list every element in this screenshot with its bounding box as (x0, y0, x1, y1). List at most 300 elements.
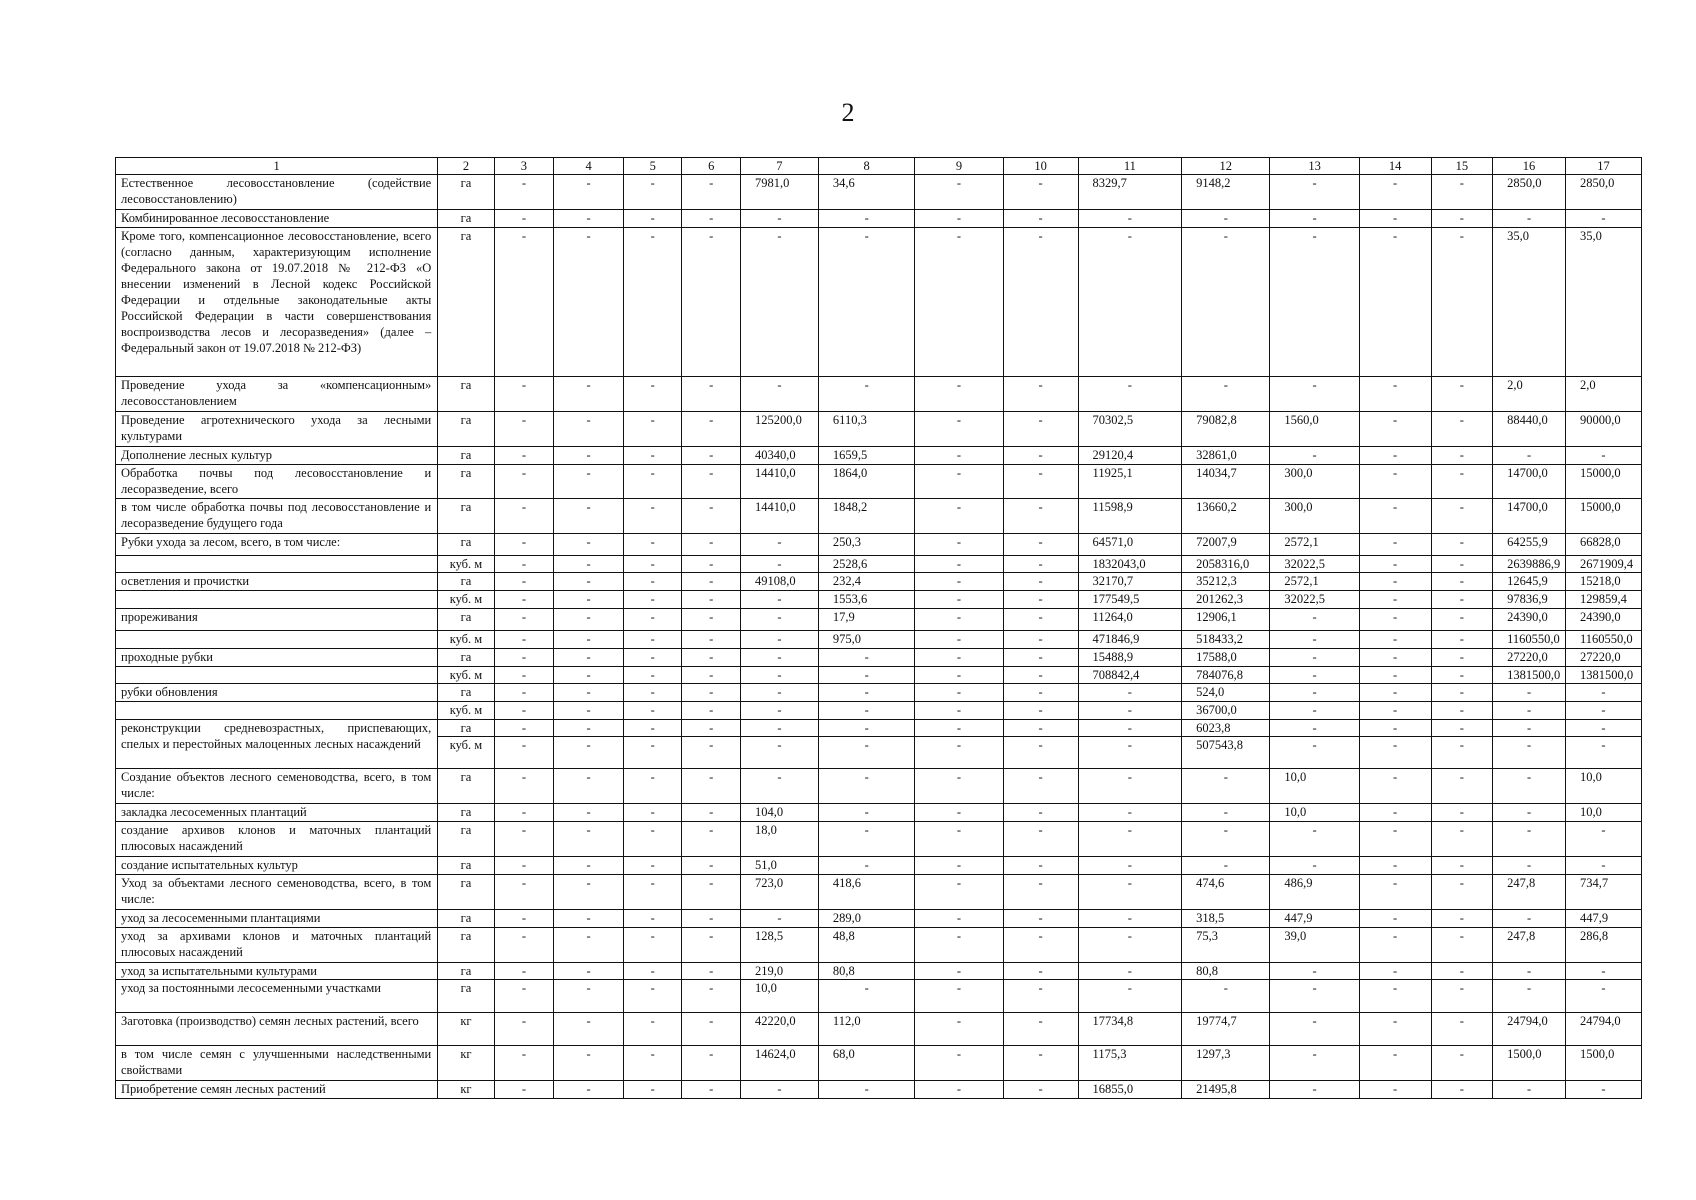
value-cell: 2671909,4 (1565, 555, 1641, 573)
value-cell: - (1493, 769, 1566, 804)
value-cell: 79082,8 (1182, 411, 1270, 446)
value-cell: - (915, 874, 1003, 909)
row-label: в том числе обработка почвы под лесовосстановление и лесоразведение будущего года (116, 499, 438, 534)
column-number-15: 15 (1431, 158, 1493, 175)
value-cell: 2572,1 (1270, 573, 1359, 591)
value-cell: - (818, 227, 914, 376)
value-cell: 14410,0 (740, 499, 818, 534)
value-cell: 68,0 (818, 1046, 914, 1081)
unit-value-2: куб. м (449, 738, 483, 753)
value-cell: - (1493, 821, 1566, 856)
column-number-9: 9 (915, 158, 1003, 175)
value-cell (1493, 720, 1566, 769)
value-cell: - (682, 464, 740, 499)
value-cell: - (818, 821, 914, 856)
table-row (116, 591, 1642, 609)
value-cell: - (1270, 1080, 1359, 1098)
row-label: Приобретение семян лесных растений (116, 1080, 438, 1098)
value-cell: 1832043,0 (1078, 555, 1182, 573)
value-cell: 300,0 (1270, 499, 1359, 534)
table-row (116, 909, 1642, 927)
value-cell: - (682, 209, 740, 227)
value-cell: - (915, 962, 1003, 980)
table-row (116, 209, 1642, 227)
value-cell: - (682, 499, 740, 534)
value-cell: - (1431, 1013, 1493, 1046)
value-cell: - (623, 573, 681, 591)
value-cell: - (623, 803, 681, 821)
value-cell: - (1359, 227, 1431, 376)
value-cell: - (1431, 874, 1493, 909)
value-cell: - (1182, 769, 1270, 804)
value-cell: 286,8 (1565, 927, 1641, 962)
value-cell: 471846,9 (1078, 630, 1182, 648)
value-top: - (1004, 720, 1078, 737)
value-cell: - (623, 534, 681, 555)
value-cell: 72007,9 (1182, 534, 1270, 555)
value-cell: - (682, 446, 740, 464)
column-number-11: 11 (1078, 158, 1182, 175)
value-cell: - (554, 555, 624, 573)
value-cell: - (818, 684, 914, 702)
value-cell: - (554, 174, 624, 209)
value-cell: - (494, 648, 554, 666)
value-cell: - (1359, 702, 1431, 720)
column-number-10: 10 (1003, 158, 1078, 175)
row-label (116, 702, 438, 720)
value-cell: - (554, 648, 624, 666)
unit-cell: куб. м (438, 702, 494, 720)
row-label: Создание объектов лесного семеноводства, всего, в том числе: (116, 769, 438, 804)
value-cell: - (554, 962, 624, 980)
unit-cell: куб. м (438, 555, 494, 573)
value-cell: - (1359, 874, 1431, 909)
value-cell: - (1431, 209, 1493, 227)
value-cell: - (682, 684, 740, 702)
value-cell: 1500,0 (1493, 1046, 1566, 1081)
value-cell: - (623, 411, 681, 446)
value-cell: - (1003, 227, 1078, 376)
value-cell: 18,0 (740, 821, 818, 856)
value-cell: - (740, 1080, 818, 1098)
value-cell: 39,0 (1270, 927, 1359, 962)
table-row (116, 821, 1642, 856)
table-row (116, 227, 1642, 376)
table-row (116, 803, 1642, 821)
value-cell: 1864,0 (818, 464, 914, 499)
value-cell: 90000,0 (1565, 411, 1641, 446)
value-top: - (1360, 720, 1431, 737)
value-cell: 11925,1 (1078, 464, 1182, 499)
value-cell: - (494, 927, 554, 962)
value-cell: - (623, 909, 681, 927)
value-cell: - (915, 376, 1003, 411)
value-cell: - (1493, 909, 1566, 927)
value-cell: 247,8 (1493, 927, 1566, 962)
value-cell: - (1431, 573, 1493, 591)
value-cell: - (1003, 591, 1078, 609)
value-cell: - (682, 555, 740, 573)
table-row (116, 630, 1642, 648)
unit-cell: кг (438, 1080, 494, 1098)
row-label: Дополнение лесных культур (116, 446, 438, 464)
value-cell: - (1493, 856, 1566, 874)
value-cell: - (915, 803, 1003, 821)
forestry-data-table (115, 157, 1642, 1099)
unit-cell: кг (438, 1046, 494, 1081)
value-cell: 15218,0 (1565, 573, 1641, 591)
value-cell: - (1003, 927, 1078, 962)
value-cell: - (1431, 174, 1493, 209)
value-cell: - (494, 666, 554, 684)
value-cell (1182, 720, 1270, 769)
value-cell: - (1182, 980, 1270, 1013)
value-cell: - (1078, 769, 1182, 804)
value-cell: - (1359, 376, 1431, 411)
value-cell: 35,0 (1493, 227, 1566, 376)
value-cell (1431, 720, 1493, 769)
value-cell: - (1003, 411, 1078, 446)
unit-cell: га (438, 821, 494, 856)
column-number-5: 5 (623, 158, 681, 175)
value-cell: - (623, 1080, 681, 1098)
value-cell: - (1359, 1013, 1431, 1046)
value-cell: 2572,1 (1270, 534, 1359, 555)
value-cell: - (915, 821, 1003, 856)
value-cell: - (1431, 769, 1493, 804)
unit-value: га (438, 720, 493, 737)
value-cell: 10,0 (740, 980, 818, 1013)
value-cell: 14034,7 (1182, 464, 1270, 499)
row-label (116, 591, 438, 609)
value-cell: 247,8 (1493, 874, 1566, 909)
value-cell: - (1493, 446, 1566, 464)
row-label: проходные рубки (116, 648, 438, 666)
value-cell: - (1431, 666, 1493, 684)
value-cell: - (554, 464, 624, 499)
table-row (116, 609, 1642, 630)
value-cell: 524,0 (1182, 684, 1270, 702)
value-cell: 708842,4 (1078, 666, 1182, 684)
value-cell: - (1003, 174, 1078, 209)
value-cell: - (1182, 227, 1270, 376)
value-cell: - (682, 648, 740, 666)
value-cell: - (1493, 1080, 1566, 1098)
unit-cell: куб. м (438, 591, 494, 609)
value-cell: 32170,7 (1078, 573, 1182, 591)
unit-cell: га (438, 174, 494, 209)
value-cell: 2639886,9 (1493, 555, 1566, 573)
value-cell: - (494, 499, 554, 534)
value-cell: - (1003, 1080, 1078, 1098)
value-cell: - (554, 803, 624, 821)
value-cell: - (682, 591, 740, 609)
value-cell: - (1270, 962, 1359, 980)
value-cell: - (623, 702, 681, 720)
value-cell: - (915, 591, 1003, 609)
value-cell: - (1078, 980, 1182, 1013)
value-cell: - (554, 927, 624, 962)
value-cell: 80,8 (818, 962, 914, 980)
table-row (116, 573, 1642, 591)
row-label: Обработка почвы под лесовосстановление и лесоразведение, всего (116, 464, 438, 499)
value-top: 6023,8 (1182, 720, 1269, 737)
value-cell: - (1359, 591, 1431, 609)
value-cell: - (623, 962, 681, 980)
value-cell: - (1003, 499, 1078, 534)
value-cell: 975,0 (818, 630, 914, 648)
value-cell: - (682, 1013, 740, 1046)
value-cell: - (1431, 227, 1493, 376)
value-cell: - (1270, 174, 1359, 209)
value-cell: - (682, 769, 740, 804)
value-cell: - (1431, 803, 1493, 821)
value-cell: - (494, 174, 554, 209)
value-cell: - (494, 446, 554, 464)
value-cell: - (1493, 980, 1566, 1013)
value-cell: - (682, 980, 740, 1013)
value-cell: - (818, 803, 914, 821)
value-cell: - (915, 909, 1003, 927)
value-cell: - (818, 980, 914, 1013)
value-cell: - (494, 555, 554, 573)
value-cell: - (1003, 446, 1078, 464)
value-cell: 16855,0 (1078, 1080, 1182, 1098)
value-cell: - (1359, 555, 1431, 573)
value-cell: - (1431, 980, 1493, 1013)
unit-cell: га (438, 464, 494, 499)
value-cell: - (1359, 769, 1431, 804)
value-cell: - (623, 821, 681, 856)
value-cell: 7981,0 (740, 174, 818, 209)
value-cell: - (1182, 821, 1270, 856)
value-cell: - (915, 573, 1003, 591)
value-cell (1270, 720, 1359, 769)
value-cell: 1553,6 (818, 591, 914, 609)
value-cell: - (623, 980, 681, 1013)
value-cell: - (818, 648, 914, 666)
row-label: осветления и прочистки (116, 573, 438, 591)
value-cell (1359, 720, 1431, 769)
table-row (116, 980, 1642, 1013)
value-cell: - (915, 1046, 1003, 1081)
value-cell: - (682, 534, 740, 555)
value-cell: - (623, 227, 681, 376)
value-cell: - (1359, 980, 1431, 1013)
value-cell: 24390,0 (1565, 609, 1641, 630)
value-cell: - (1493, 962, 1566, 980)
value-cell: - (915, 609, 1003, 630)
value-bottom: - (1393, 738, 1398, 753)
row-label (116, 666, 438, 684)
forestry-table-sheet (115, 157, 1642, 1099)
unit-cell: га (438, 769, 494, 804)
value-cell: 129859,4 (1565, 591, 1641, 609)
value-cell: - (1003, 630, 1078, 648)
value-cell (1003, 720, 1078, 769)
unit-cell: га (438, 209, 494, 227)
value-cell: 32861,0 (1182, 446, 1270, 464)
value-cell: - (494, 411, 554, 446)
value-cell: - (740, 555, 818, 573)
value-cell: 1175,3 (1078, 1046, 1182, 1081)
value-cell: - (740, 630, 818, 648)
row-label: Комбинированное лесовосстановление (116, 209, 438, 227)
value-cell: - (623, 927, 681, 962)
value-cell: 300,0 (1270, 464, 1359, 499)
column-number-1: 1 (116, 158, 438, 175)
value-cell: 36700,0 (1182, 702, 1270, 720)
value-cell: - (1003, 874, 1078, 909)
table-row (116, 720, 1642, 769)
value-cell: - (1003, 909, 1078, 927)
row-label: создание испытательных культур (116, 856, 438, 874)
value-cell: - (682, 962, 740, 980)
value-top: - (1566, 720, 1641, 737)
value-cell: - (915, 769, 1003, 804)
value-cell: 474,6 (1182, 874, 1270, 909)
value-cell: 1160550,0 (1493, 630, 1566, 648)
value-cell: - (915, 534, 1003, 555)
value-cell: - (494, 962, 554, 980)
row-label: Естественное лесовосстановление (содействие лесовосстановлению) (116, 174, 438, 209)
value-cell (1565, 720, 1641, 769)
value-cell: - (1359, 684, 1431, 702)
value-cell: - (740, 376, 818, 411)
value-cell: 10,0 (1270, 803, 1359, 821)
value-cell: 10,0 (1565, 803, 1641, 821)
page-number: 2 (841, 98, 855, 127)
value-cell: 13660,2 (1182, 499, 1270, 534)
value-top: - (915, 720, 1002, 737)
row-label: уход за испытательными культурами (116, 962, 438, 980)
table-row (116, 1013, 1642, 1046)
value-cell: - (494, 821, 554, 856)
value-top: - (1493, 720, 1565, 737)
value-cell: - (682, 927, 740, 962)
value-cell: - (915, 702, 1003, 720)
row-label: Рубки ухода за лесом, всего, в том числе: (116, 534, 438, 555)
value-cell: - (1003, 555, 1078, 573)
value-cell: 1500,0 (1565, 1046, 1641, 1081)
value-cell: - (494, 534, 554, 555)
value-cell: - (494, 980, 554, 1013)
value-cell: - (1565, 821, 1641, 856)
value-cell: - (494, 464, 554, 499)
value-cell: 2850,0 (1493, 174, 1566, 209)
value-bottom: - (956, 738, 962, 753)
value-cell: 51,0 (740, 856, 818, 874)
value-cell: - (494, 856, 554, 874)
value-cell: - (915, 856, 1003, 874)
value-cell: - (915, 927, 1003, 962)
value-cell: - (915, 464, 1003, 499)
value-cell: - (818, 702, 914, 720)
value-bottom: 507543,8 (1196, 738, 1244, 753)
value-cell: - (682, 702, 740, 720)
value-cell: - (818, 1080, 914, 1098)
value-cell: - (494, 1080, 554, 1098)
value-cell: - (494, 874, 554, 909)
value-cell: - (682, 1080, 740, 1098)
value-top: - (1079, 720, 1182, 737)
value-cell: 10,0 (1565, 769, 1641, 804)
column-number-14: 14 (1359, 158, 1431, 175)
value-cell: - (1078, 803, 1182, 821)
value-cell: - (494, 769, 554, 804)
value-cell: - (554, 769, 624, 804)
value-cell: - (682, 411, 740, 446)
value-top: - (819, 720, 914, 737)
value-cell: - (623, 376, 681, 411)
value-cell: - (1003, 702, 1078, 720)
value-cell: 201262,3 (1182, 591, 1270, 609)
table-row (116, 174, 1642, 209)
value-cell: - (623, 446, 681, 464)
value-cell: - (554, 534, 624, 555)
value-cell: - (682, 909, 740, 927)
value-cell: 24794,0 (1565, 1013, 1641, 1046)
value-cell: 2850,0 (1565, 174, 1641, 209)
row-label: закладка лесосеменных плантаций (116, 803, 438, 821)
value-cell: - (554, 499, 624, 534)
value-cell: - (682, 630, 740, 648)
value-cell: - (915, 174, 1003, 209)
value-cell: 64255,9 (1493, 534, 1566, 555)
value-cell: - (1003, 821, 1078, 856)
value-cell: 14624,0 (740, 1046, 818, 1081)
value-cell: 88440,0 (1493, 411, 1566, 446)
unit-cell: га (438, 803, 494, 821)
value-cell: - (1431, 609, 1493, 630)
value-cell: - (740, 609, 818, 630)
value-cell: - (623, 499, 681, 534)
table-row (116, 534, 1642, 555)
value-cell (494, 720, 554, 769)
value-cell: - (1359, 446, 1431, 464)
value-cell: 1560,0 (1270, 411, 1359, 446)
value-cell: 250,3 (818, 534, 914, 555)
value-cell: 447,9 (1565, 909, 1641, 927)
value-cell: - (1078, 927, 1182, 962)
column-number-17: 17 (1565, 158, 1641, 175)
value-cell: - (1431, 1080, 1493, 1098)
value-cell: - (740, 534, 818, 555)
value-cell: 24794,0 (1493, 1013, 1566, 1046)
value-cell: - (818, 769, 914, 804)
value-cell: - (915, 1013, 1003, 1046)
value-cell: - (623, 666, 681, 684)
value-cell: 2,0 (1565, 376, 1641, 411)
value-cell: - (554, 227, 624, 376)
value-cell: 128,5 (740, 927, 818, 962)
value-cell: - (554, 666, 624, 684)
value-cell: 15000,0 (1565, 464, 1641, 499)
value-cell: - (1270, 630, 1359, 648)
value-cell: - (623, 209, 681, 227)
value-cell: - (494, 591, 554, 609)
table-row (116, 411, 1642, 446)
value-cell: - (1078, 684, 1182, 702)
value-cell: - (1431, 411, 1493, 446)
value-cell: 14700,0 (1493, 499, 1566, 534)
value-cell: - (494, 227, 554, 376)
value-cell: - (682, 821, 740, 856)
value-bottom: - (1127, 738, 1132, 753)
value-cell: - (1431, 376, 1493, 411)
value-cell: 48,8 (818, 927, 914, 962)
value-cell: - (915, 446, 1003, 464)
